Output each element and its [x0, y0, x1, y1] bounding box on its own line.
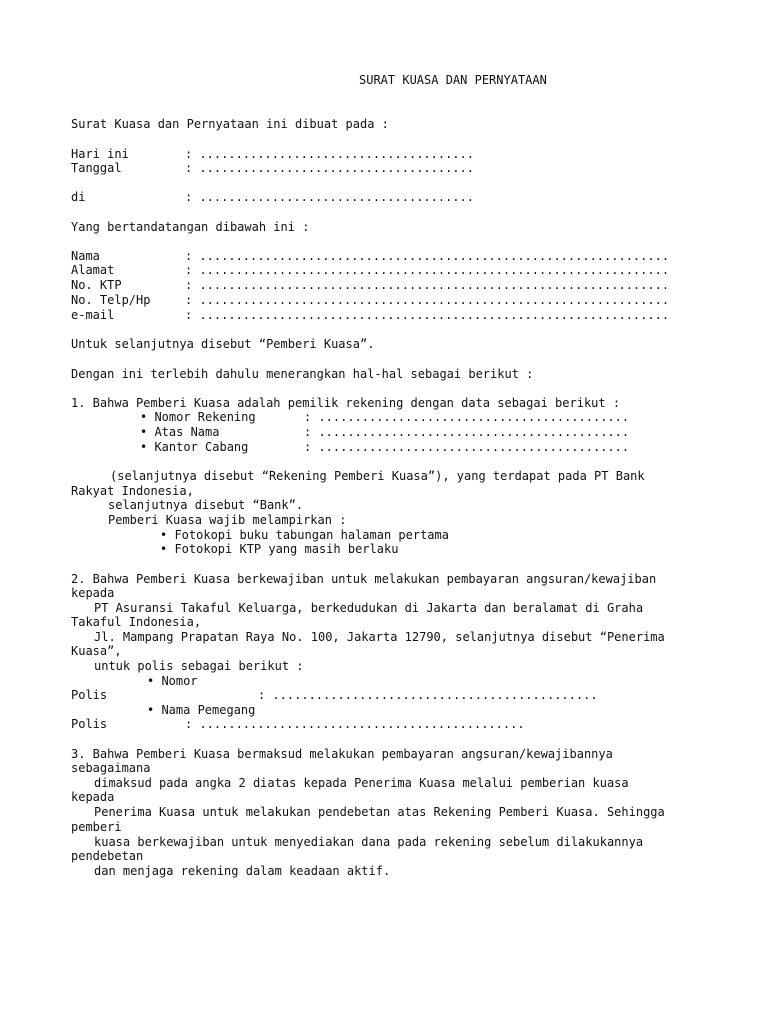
- point-2-line: untuk polis sebagai berikut :: [94, 659, 304, 673]
- label-no-ktp: No. KTP: [71, 278, 122, 292]
- field-alamat: : .................................................................: [185, 263, 670, 277]
- field-hari-ini: : ......................................: [185, 147, 474, 161]
- point-1-line-4: Pemberi Kuasa wajib melampirkan :: [108, 513, 347, 527]
- point-3-line: dan menjaga rekening dalam keadaan aktif.: [94, 864, 391, 878]
- signer-intro: Yang bertandatangan dibawah ini :: [71, 220, 310, 234]
- point-2-line: Takaful Indonesia,: [71, 615, 202, 629]
- intro-text: Surat Kuasa dan Pernyataan ini dibuat pada :: [71, 117, 389, 131]
- label-pemegang-polis-cont: Polis: [71, 717, 108, 731]
- point-3-line: pemberi: [71, 820, 122, 834]
- field-no-ktp: : .................................................................: [185, 278, 670, 292]
- label-nomor-rekening: • Nomor Rekening: [140, 410, 256, 424]
- point-1-lead: 1. Bahwa Pemberi Kuasa adalah pemilik rekening dengan data sebagai berikut :: [71, 396, 621, 410]
- point-2-line: Jl. Mampang Prapatan Raya No. 100, Jakarta 12790, selanjutnya disebut “Penerima: [94, 630, 665, 644]
- point-3-line: sebagaimana: [71, 761, 151, 775]
- point-1-line-3: selanjutnya disebut “Bank”.: [108, 498, 304, 512]
- statement-intro: Dengan ini terlebih dahulu menerangkan hal-hal sebagai berikut :: [71, 367, 534, 381]
- field-nomor-rekening: : ...........................................: [304, 410, 630, 424]
- point-3-line: Penerima Kuasa untuk melakukan pendebetan atas Rekening Pemberi Kuasa. Sehingga: [94, 805, 665, 819]
- label-nomor-polis: • Nomor: [147, 674, 198, 688]
- label-nama: Nama: [71, 249, 100, 263]
- label-alamat: Alamat: [71, 263, 115, 277]
- label-di: di: [71, 190, 86, 204]
- label-kantor-cabang: • Kantor Cabang: [140, 440, 249, 454]
- field-atas-nama: : ...........................................: [304, 425, 630, 439]
- point-2-line: PT Asuransi Takaful Keluarga, berkedudukan di Jakarta dan beralamat di Graha: [94, 601, 644, 615]
- point-2-line: Kuasa”,: [71, 644, 122, 658]
- grantor-note: Untuk selanjutnya disebut “Pemberi Kuasa”.: [71, 337, 375, 351]
- point-1-line-1: (selanjutnya disebut “Rekening Pemberi Kuasa”), yang terdapat pada PT Bank: [110, 469, 645, 483]
- point-1-line-2: Rakyat Indonesia,: [71, 484, 194, 498]
- field-nama: : .................................................................: [185, 249, 670, 263]
- attachment-item: • Fotokopi buku tabungan halaman pertama: [160, 528, 449, 542]
- field-tanggal: : ......................................: [185, 161, 474, 175]
- point-3-line: pendebetan: [71, 849, 144, 863]
- label-nomor-polis-cont: Polis: [71, 688, 108, 702]
- attachment-item: • Fotokopi KTP yang masih berlaku: [160, 542, 399, 556]
- label-no-telp: No. Telp/Hp: [71, 293, 151, 307]
- field-no-telp: : .................................................................: [185, 293, 670, 307]
- field-email: : .................................................................: [185, 308, 670, 322]
- point-3-line: kepada: [71, 790, 115, 804]
- label-hari-ini: Hari ini: [71, 147, 129, 161]
- point-3-line: 3. Bahwa Pemberi Kuasa bermaksud melakukan pembayaran angsuran/kewajibannya: [71, 747, 613, 761]
- point-3-line: kuasa berkewajiban untuk menyediakan dana pada rekening sebelum dilakukannya: [94, 835, 644, 849]
- label-pemegang-polis: • Nama Pemegang: [147, 703, 256, 717]
- label-tanggal: Tanggal: [71, 161, 122, 175]
- point-2-line: kepada: [71, 586, 115, 600]
- point-3-line: dimaksud pada angka 2 diatas kepada Penerima Kuasa melalui pemberian kuasa: [94, 776, 629, 790]
- field-kantor-cabang: : ...........................................: [304, 440, 630, 454]
- field-di: : ......................................: [185, 190, 474, 204]
- label-email: e-mail: [71, 308, 115, 322]
- document-title: SURAT KUASA DAN PERNYATAAN: [359, 73, 547, 87]
- label-atas-nama: • Atas Nama: [140, 425, 220, 439]
- point-2-line: 2. Bahwa Pemberi Kuasa berkewajiban untuk melakukan pembayaran angsuran/kewajiban: [71, 572, 657, 586]
- field-pemegang-polis: : .............................................: [185, 717, 525, 731]
- field-nomor-polis: : .............................................: [258, 688, 598, 702]
